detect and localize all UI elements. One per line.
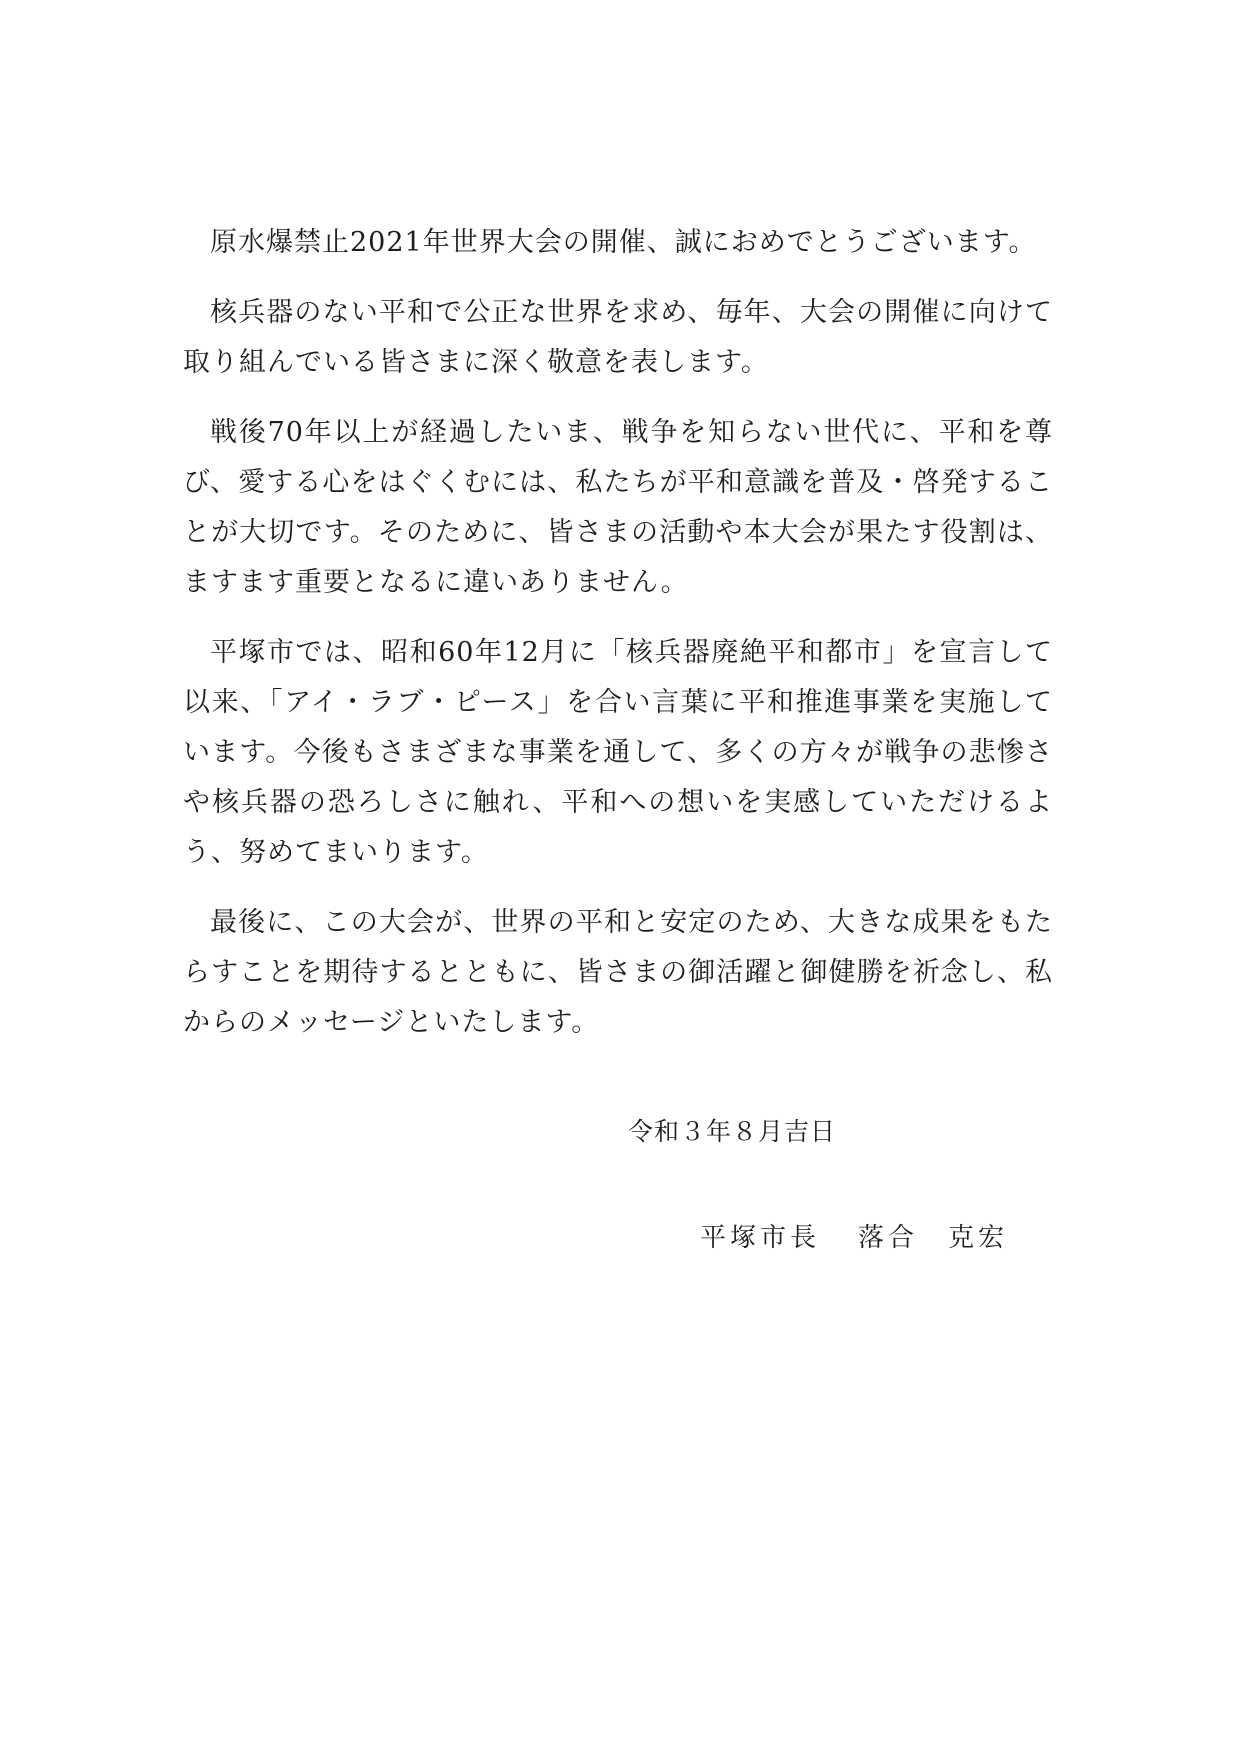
paragraph-congratulations: 原水爆禁止2021年世界大会の開催、誠におめでとうございます。 <box>210 227 1037 258</box>
signature-title: 平塚市長 <box>700 1223 821 1253</box>
paragraph-postwar-awareness: 戦後70年以上が経過したいま、戦争を知らない世代に、平和を尊び、愛する心をはぐくむには、私たちが平和意識を普及・啓発することが大切です。そのために、皆さまの活動や本大会が果たす役割は、ますます重要となるに違いありません。 <box>183 417 1053 598</box>
letter-date: 令和３年８月吉日 <box>628 1117 837 1146</box>
paragraph-respect: 核兵器のない平和で公正な世界を求め、毎年、大会の開催に向けて取り組んでいる皆さまに深く敬意を表します。 <box>183 297 1053 378</box>
signature-name: 落合 克宏 <box>858 1223 1009 1253</box>
letter-body <box>183 218 1053 1068</box>
signature-block <box>700 1220 1008 1256</box>
paragraph-closing: 最後に、この大会が、世界の平和と安定のため、大きな成果をもたらすことを期待するとともに、皆さまの御活躍と御健勝を祈念し、私からのメッセージといたします。 <box>183 907 1053 1038</box>
paragraph-hiratsuka-initiatives: 平塚市では、昭和60年12月に「核兵器廃絶平和都市」を宣言して以来、「アイ・ラブ・ピース」を合い言葉に平和推進事業を実施しています。今後もさまざまな事業を通して、多くの方々が戦争の悲惨さや核兵器の恐ろしさに触れ、平和への想いを実感していただけるよう、努めてまいります。 <box>183 637 1053 868</box>
